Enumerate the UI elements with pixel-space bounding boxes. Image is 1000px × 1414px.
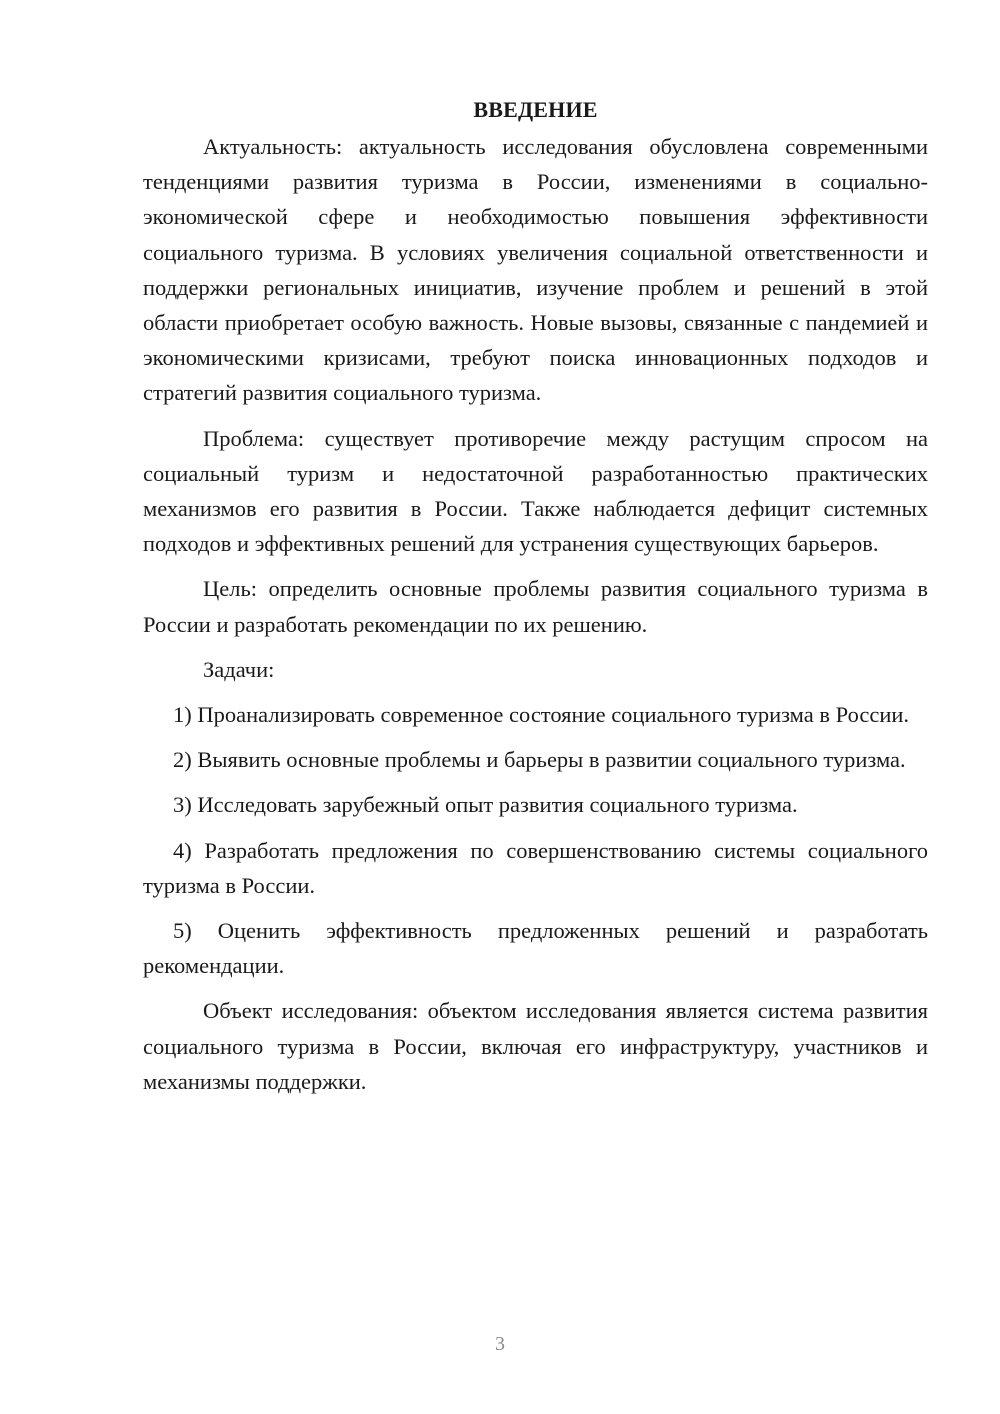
goal-paragraph: Цель: определить основные проблемы развития социального туризма в России и разработать рекомендации по их решению. bbox=[143, 576, 928, 637]
object-paragraph: Объект исследования: объектом исследования является система развития социального туризма в России, включая его инфраструктуру, участников и механизмы поддержки. bbox=[143, 998, 928, 1094]
task-item-5: 5) Оценить эффективность предложенных решений и разработать рекомендации. bbox=[143, 918, 928, 979]
task-item-4: 4) Разработать предложения по совершенствованию системы социального туризма в России. bbox=[143, 837, 928, 898]
page-number: 3 bbox=[495, 1333, 505, 1355]
document-page bbox=[143, 92, 928, 1109]
task-item-3: 3) Исследовать зарубежный опыт развития социального туризма. bbox=[173, 792, 798, 818]
task-item-2: 2) Выявить основные проблемы и барьеры в развитии социального туризма. bbox=[173, 747, 906, 773]
section-title: ВВЕДЕНИЕ bbox=[473, 97, 598, 122]
relevance-paragraph: Актуальность: актуальность исследования обусловлена современными тенденциями развития туризма в России, изменениями в социально-экономической сфере и необходимостью повышения эффективности социального туризма. В условиях увеличения социальной ответственности и поддержки региональных инициатив, изучение проблем и решений в этой области приобретает особую важность. Новые вызовы, связанные с пандемией и экономическими кризисами, требуют поиска инновационных подходов и стратегий развития социального туризма. bbox=[143, 134, 928, 406]
task-item-1: 1) Проанализировать современное состояние социального туризма в России. bbox=[173, 702, 910, 728]
problem-paragraph: Проблема: существует противоречие между растущим спросом на социальный туризм и недостаточной разработанностью практических механизмов его развития в России. Также наблюдается дефицит системных подходов и эффективных решений для устранения существующих барьеров. bbox=[143, 425, 928, 557]
tasks-heading: Задачи: bbox=[203, 656, 275, 682]
